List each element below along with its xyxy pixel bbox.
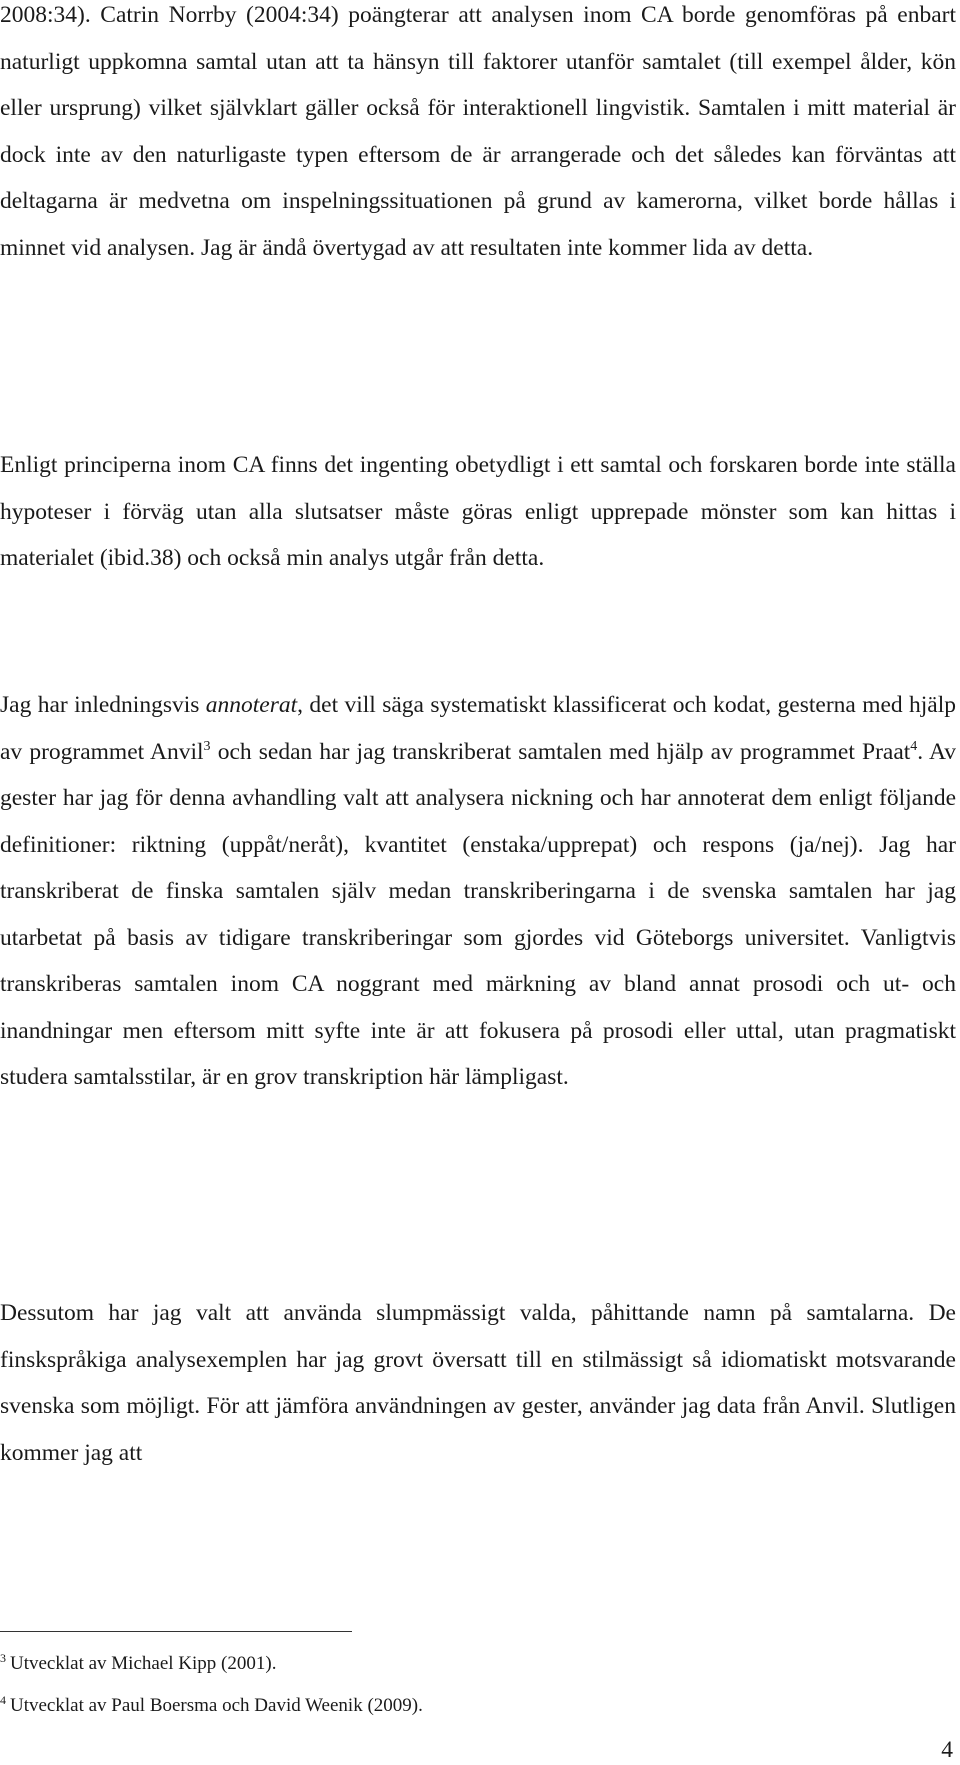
page-number: 4 — [941, 1737, 953, 1763]
footnote-ref-4: 4 — [910, 738, 918, 754]
footnote-4-mark: 4 — [0, 1692, 6, 1707]
footnote-separator — [0, 1631, 352, 1632]
paragraph-2: Enligt principerna inom CA finns det ingenting obetydligt i ett samtal och forskaren borde inte ställa hypoteser i förväg utan alla slutsatser måste göras enligt upprepade mönster som kan hittas i materialet (ibid.38) och också min analys utgår från detta. — [0, 452, 956, 571]
paragraph-4: Dessutom har jag valt att använda slumpmässigt valda, påhittande namn på samtalarna. De finskspråkiga analysexemplen har jag grovt översatt till en stilmässigt så idiomatiskt motsvarande svenska som möjligt. För att jämföra användningen av gester, använder jag data från Anvil. Slutligen kommer jag att — [0, 1300, 956, 1466]
paragraph-1-part-a: 2008:34). Catrin Norrby (2004:34) poängterar att analysen inom CA borde genomföras på enbart naturligt uppkomna samtal utan att ta hänsyn till faktorer utanför samtalet (till exempel ålder, kön eller ursprung) vilket självklart gäller också för interaktionell lingvistik. — [0, 2, 956, 121]
footnote-3-mark: 3 — [0, 1650, 6, 1665]
paragraph-3-part-d: . Av gester har jag för denna avhandling valt att analysera nickning och har annoterat dem enligt följande definitioner: riktning (uppåt/neråt), kvantitet (enstaka/upprepat) och respons (ja/nej). Jag har transkriberat de finska samtalen själv medan transkriberingarna i de svenska samtalen har jag utarbetat på basis av tidigare transkriberingar som gjordes vid Göteborgs universitet. Vanligtvis transkriberas samtalen inom CA noggrant med märkning av bland annat prosodi och ut- och inandningar men eftersom mitt syfte inte är att fokusera på prosodi eller uttal, utan pragmatiskt studera samtalsstilar, är en grov transkription här lämpligast. — [0, 738, 956, 1090]
footnote-3 — [0, 1652, 276, 1676]
paragraph-1-part-c: Jag är ändå övertygad av att resultaten inte kommer lida av detta. — [195, 234, 814, 261]
footnote-4 — [0, 1694, 423, 1718]
paragraph-3-emphasis: annoterat — [205, 692, 298, 718]
paragraph-3-part-b: , det vill säga systematiskt klassificerat och kodat, gesterna med hjälp av programmet Anvil — [0, 692, 957, 765]
footnote-ref-3: 3 — [203, 738, 211, 754]
footnote-3-text: Utvecklat av Michael Kipp (2001). — [10, 1653, 277, 1674]
paragraph-3-part-a: Jag har inledningsvis — [0, 692, 206, 718]
footnote-4-text: Utvecklat av Paul Boersma och David Weenik (2009). — [10, 1695, 423, 1716]
paragraph-1 — [0, 0, 956, 271]
paragraph-3 — [0, 682, 956, 1101]
paragraph-1-part-b: Samtalen i mitt material är dock inte av den naturligaste typen eftersom de är arrangerade och det således kan förväntas att deltagarna är medvetna om inspelningssituationen på grund av kamerorna, vilket borde hållas i minnet vid analysen. — [0, 95, 956, 261]
paragraph-3-part-c: och sedan har jag transkriberat samtalen med hjälp av programmet Praat — [210, 738, 911, 765]
